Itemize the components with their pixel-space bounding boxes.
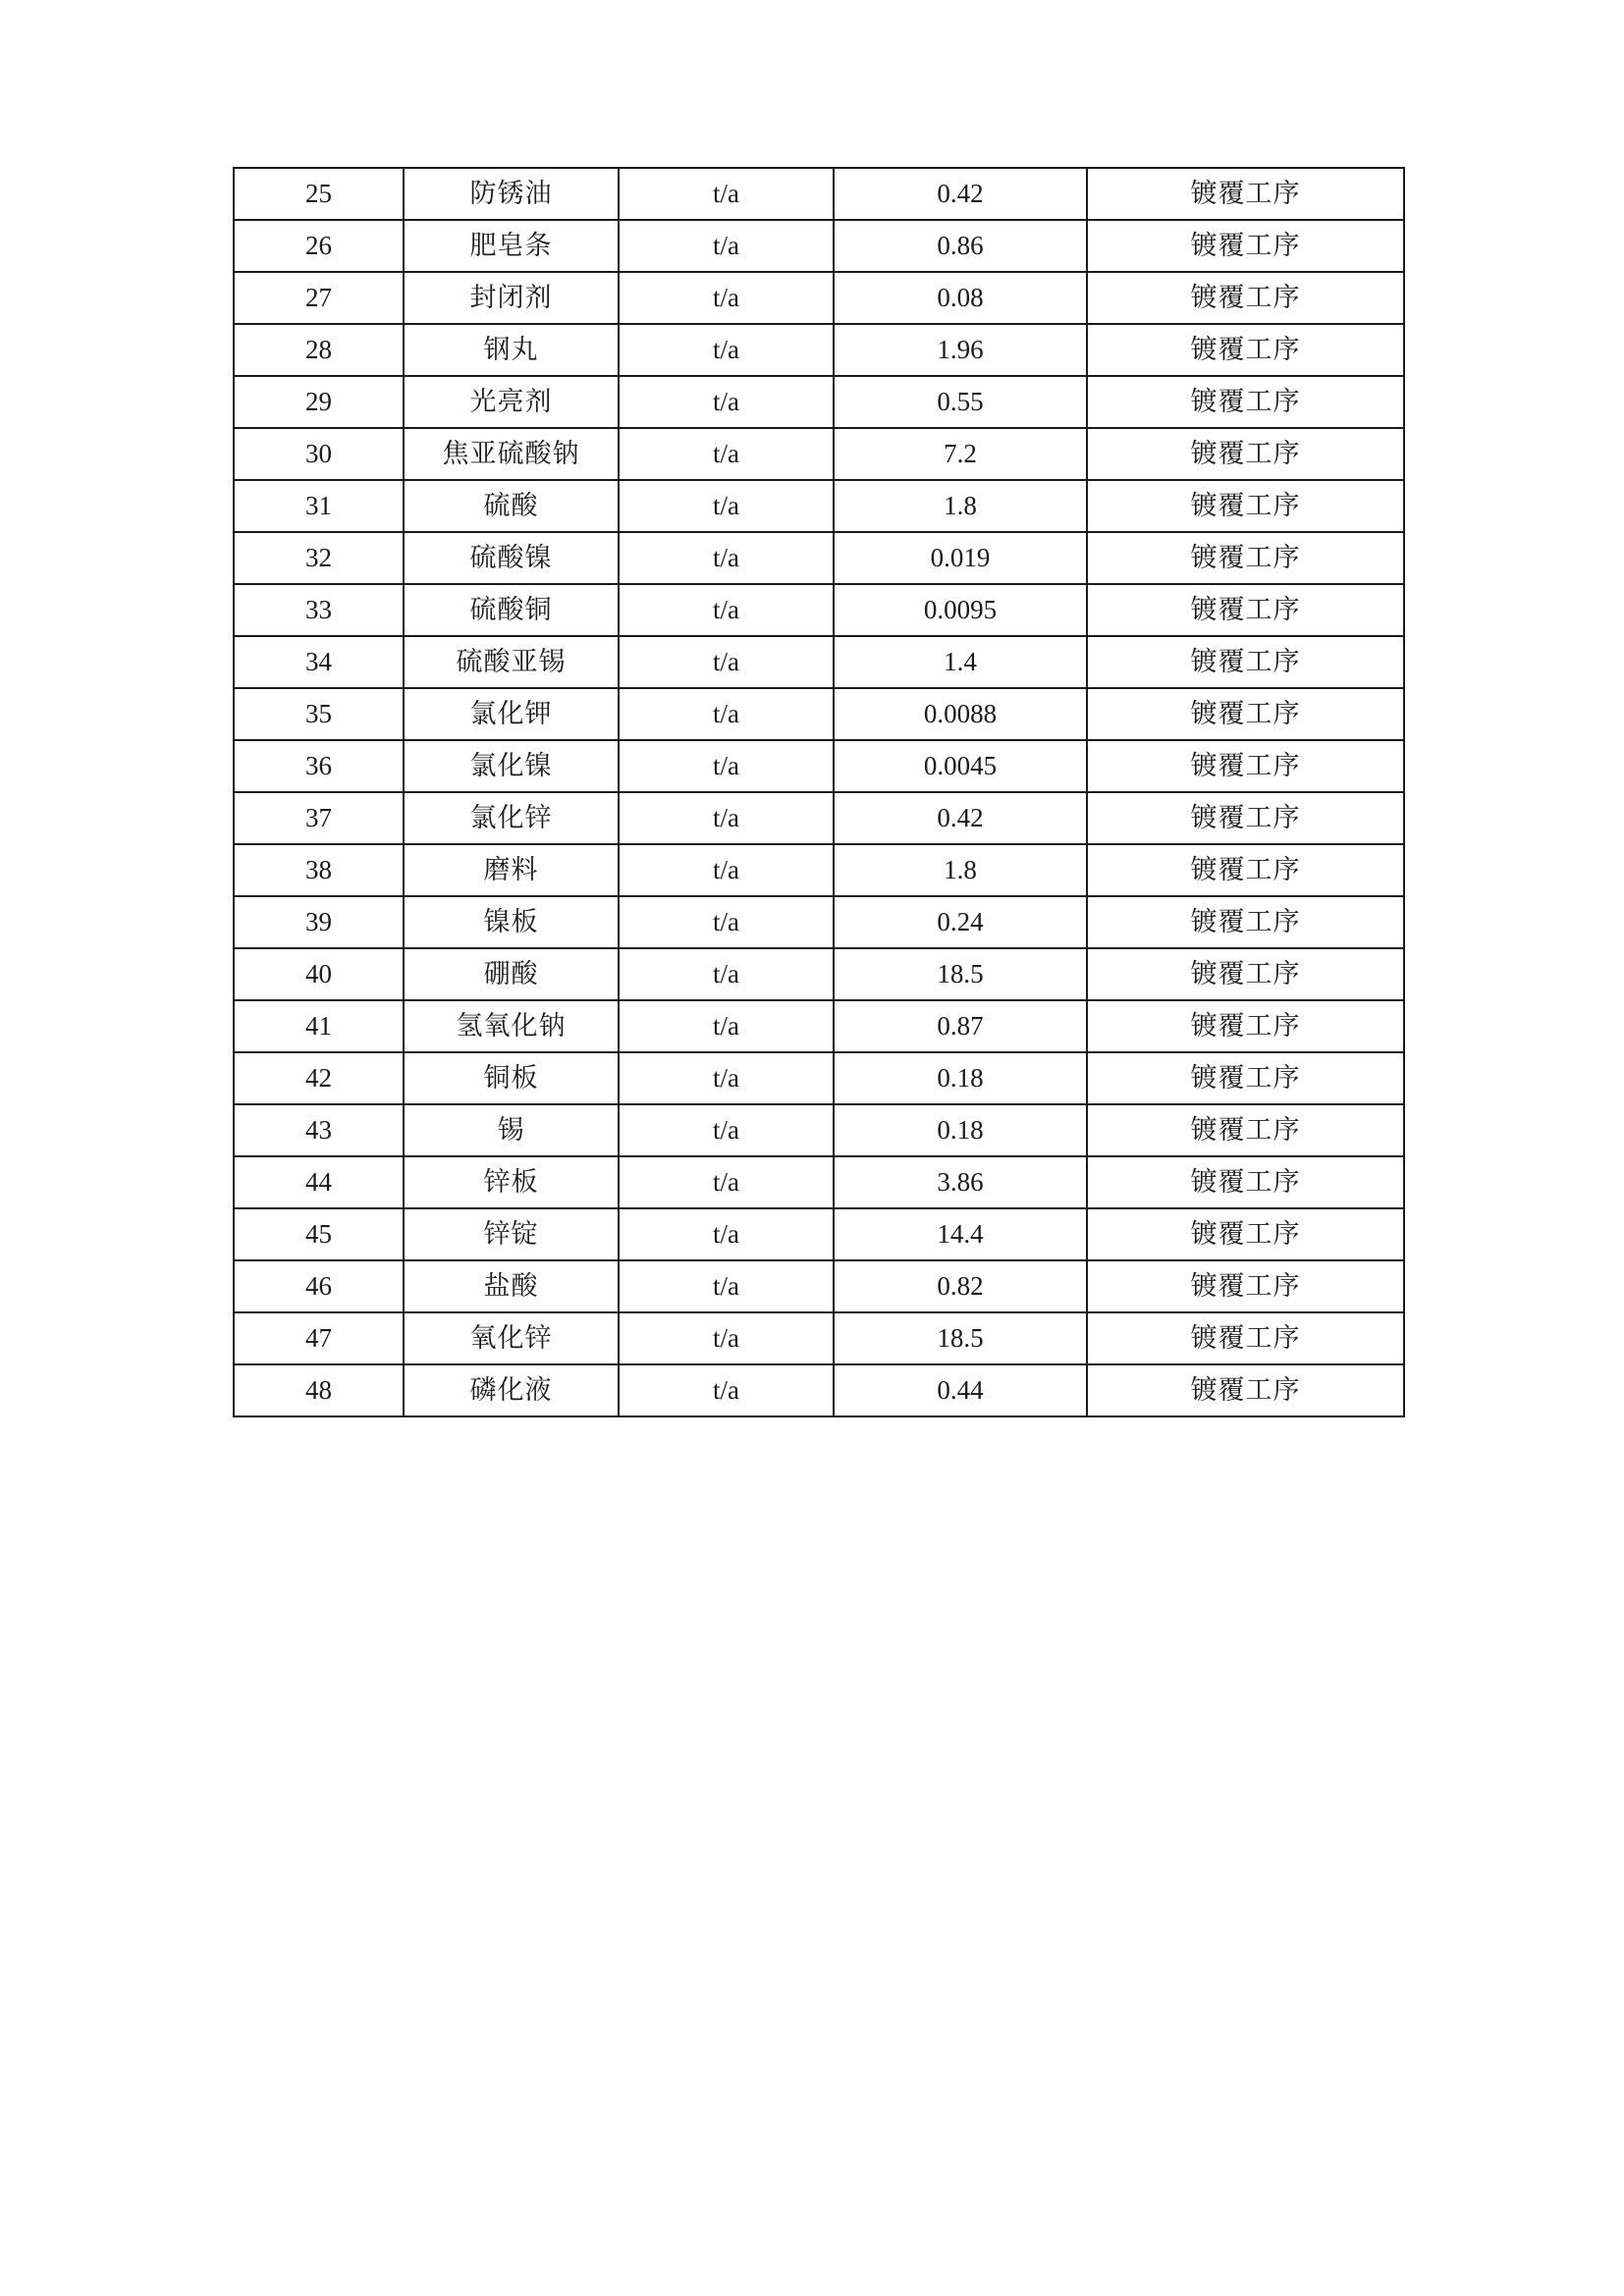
- amount-cell: 0.0088: [834, 688, 1087, 740]
- material-name-cell: 锌板: [404, 1156, 619, 1208]
- material-name-cell: 磨料: [404, 844, 619, 896]
- process-cell: 镀覆工序: [1087, 1000, 1404, 1052]
- row-number-cell: 31: [234, 480, 404, 532]
- row-number-cell: 27: [234, 272, 404, 324]
- amount-cell: 14.4: [834, 1208, 1087, 1260]
- unit-cell: t/a: [619, 1364, 834, 1416]
- material-name-cell: 盐酸: [404, 1260, 619, 1312]
- row-number-cell: 33: [234, 584, 404, 636]
- table-row: [234, 168, 1404, 220]
- amount-cell: 0.82: [834, 1260, 1087, 1312]
- unit-cell: t/a: [619, 1104, 834, 1156]
- unit-cell: t/a: [619, 1208, 834, 1260]
- material-name-cell: 铜板: [404, 1052, 619, 1104]
- row-number-cell: 42: [234, 1052, 404, 1104]
- table-row: [234, 1052, 1404, 1104]
- process-cell: 镀覆工序: [1087, 1104, 1404, 1156]
- unit-cell: t/a: [619, 324, 834, 376]
- amount-cell: 0.08: [834, 272, 1087, 324]
- unit-cell: t/a: [619, 1312, 834, 1364]
- material-name-cell: 磷化液: [404, 1364, 619, 1416]
- material-name-cell: 光亮剂: [404, 376, 619, 428]
- amount-cell: 18.5: [834, 1312, 1087, 1364]
- amount-cell: 0.24: [834, 896, 1087, 948]
- row-number-cell: 39: [234, 896, 404, 948]
- amount-cell: 7.2: [834, 428, 1087, 480]
- amount-cell: 0.44: [834, 1364, 1087, 1416]
- process-cell: 镀覆工序: [1087, 376, 1404, 428]
- material-name-cell: 氯化镍: [404, 740, 619, 792]
- material-name-cell: 肥皂条: [404, 220, 619, 272]
- table-row: [234, 1104, 1404, 1156]
- table-row: [234, 740, 1404, 792]
- table-row: [234, 532, 1404, 584]
- unit-cell: t/a: [619, 948, 834, 1000]
- unit-cell: t/a: [619, 688, 834, 740]
- amount-cell: 0.18: [834, 1052, 1087, 1104]
- row-number-cell: 35: [234, 688, 404, 740]
- table-row: [234, 948, 1404, 1000]
- unit-cell: t/a: [619, 844, 834, 896]
- material-name-cell: 焦亚硫酸钠: [404, 428, 619, 480]
- unit-cell: t/a: [619, 1156, 834, 1208]
- row-number-cell: 32: [234, 532, 404, 584]
- table-row: [234, 896, 1404, 948]
- amount-cell: 1.4: [834, 636, 1087, 688]
- table-row: [234, 324, 1404, 376]
- process-cell: 镀覆工序: [1087, 1156, 1404, 1208]
- process-cell: 镀覆工序: [1087, 532, 1404, 584]
- material-name-cell: 防锈油: [404, 168, 619, 220]
- row-number-cell: 43: [234, 1104, 404, 1156]
- unit-cell: t/a: [619, 480, 834, 532]
- amount-cell: 0.87: [834, 1000, 1087, 1052]
- amount-cell: 18.5: [834, 948, 1087, 1000]
- process-cell: 镀覆工序: [1087, 688, 1404, 740]
- raw-materials-table: [233, 167, 1405, 1417]
- material-name-cell: 硫酸铜: [404, 584, 619, 636]
- process-cell: 镀覆工序: [1087, 168, 1404, 220]
- unit-cell: t/a: [619, 532, 834, 584]
- row-number-cell: 37: [234, 792, 404, 844]
- amount-cell: 0.42: [834, 792, 1087, 844]
- row-number-cell: 30: [234, 428, 404, 480]
- amount-cell: 0.0045: [834, 740, 1087, 792]
- process-cell: 镀覆工序: [1087, 220, 1404, 272]
- process-cell: 镀覆工序: [1087, 896, 1404, 948]
- row-number-cell: 38: [234, 844, 404, 896]
- table-row: [234, 1312, 1404, 1364]
- material-name-cell: 钢丸: [404, 324, 619, 376]
- table-row: [234, 1000, 1404, 1052]
- amount-cell: 0.86: [834, 220, 1087, 272]
- process-cell: 镀覆工序: [1087, 1364, 1404, 1416]
- process-cell: 镀覆工序: [1087, 584, 1404, 636]
- material-name-cell: 硫酸镍: [404, 532, 619, 584]
- row-number-cell: 41: [234, 1000, 404, 1052]
- unit-cell: t/a: [619, 636, 834, 688]
- unit-cell: t/a: [619, 896, 834, 948]
- process-cell: 镀覆工序: [1087, 1312, 1404, 1364]
- material-name-cell: 锡: [404, 1104, 619, 1156]
- row-number-cell: 45: [234, 1208, 404, 1260]
- row-number-cell: 25: [234, 168, 404, 220]
- amount-cell: 0.019: [834, 532, 1087, 584]
- unit-cell: t/a: [619, 428, 834, 480]
- table-row: [234, 1156, 1404, 1208]
- process-cell: 镀覆工序: [1087, 1260, 1404, 1312]
- table-row: [234, 376, 1404, 428]
- process-cell: 镀覆工序: [1087, 740, 1404, 792]
- material-name-cell: 硫酸亚锡: [404, 636, 619, 688]
- unit-cell: t/a: [619, 376, 834, 428]
- unit-cell: t/a: [619, 740, 834, 792]
- process-cell: 镀覆工序: [1087, 636, 1404, 688]
- unit-cell: t/a: [619, 220, 834, 272]
- unit-cell: t/a: [619, 1000, 834, 1052]
- amount-cell: 0.55: [834, 376, 1087, 428]
- amount-cell: 1.96: [834, 324, 1087, 376]
- row-number-cell: 36: [234, 740, 404, 792]
- table-row: [234, 220, 1404, 272]
- material-name-cell: 氢氧化钠: [404, 1000, 619, 1052]
- row-number-cell: 29: [234, 376, 404, 428]
- table-row: [234, 428, 1404, 480]
- material-name-cell: 氯化锌: [404, 792, 619, 844]
- table-row: [234, 480, 1404, 532]
- row-number-cell: 40: [234, 948, 404, 1000]
- amount-cell: 3.86: [834, 1156, 1087, 1208]
- table-row: [234, 636, 1404, 688]
- process-cell: 镀覆工序: [1087, 428, 1404, 480]
- material-name-cell: 硫酸: [404, 480, 619, 532]
- process-cell: 镀覆工序: [1087, 792, 1404, 844]
- material-name-cell: 氯化钾: [404, 688, 619, 740]
- material-name-cell: 镍板: [404, 896, 619, 948]
- unit-cell: t/a: [619, 792, 834, 844]
- material-name-cell: 锌锭: [404, 1208, 619, 1260]
- table-row: [234, 272, 1404, 324]
- material-name-cell: 硼酸: [404, 948, 619, 1000]
- row-number-cell: 46: [234, 1260, 404, 1312]
- process-cell: 镀覆工序: [1087, 1052, 1404, 1104]
- unit-cell: t/a: [619, 168, 834, 220]
- table-body: [234, 168, 1404, 1416]
- table-row: [234, 844, 1404, 896]
- process-cell: 镀覆工序: [1087, 272, 1404, 324]
- table-row: [234, 1208, 1404, 1260]
- process-cell: 镀覆工序: [1087, 948, 1404, 1000]
- unit-cell: t/a: [619, 1260, 834, 1312]
- amount-cell: 1.8: [834, 480, 1087, 532]
- process-cell: 镀覆工序: [1087, 1208, 1404, 1260]
- material-name-cell: 封闭剂: [404, 272, 619, 324]
- table-row: [234, 688, 1404, 740]
- row-number-cell: 34: [234, 636, 404, 688]
- table-row: [234, 1364, 1404, 1416]
- process-cell: 镀覆工序: [1087, 324, 1404, 376]
- unit-cell: t/a: [619, 1052, 834, 1104]
- unit-cell: t/a: [619, 272, 834, 324]
- row-number-cell: 26: [234, 220, 404, 272]
- row-number-cell: 44: [234, 1156, 404, 1208]
- amount-cell: 0.18: [834, 1104, 1087, 1156]
- amount-cell: 0.42: [834, 168, 1087, 220]
- table-row: [234, 1260, 1404, 1312]
- amount-cell: 1.8: [834, 844, 1087, 896]
- unit-cell: t/a: [619, 584, 834, 636]
- material-name-cell: 氧化锌: [404, 1312, 619, 1364]
- process-cell: 镀覆工序: [1087, 480, 1404, 532]
- table-row: [234, 792, 1404, 844]
- row-number-cell: 48: [234, 1364, 404, 1416]
- process-cell: 镀覆工序: [1087, 844, 1404, 896]
- row-number-cell: 47: [234, 1312, 404, 1364]
- table-row: [234, 584, 1404, 636]
- row-number-cell: 28: [234, 324, 404, 376]
- amount-cell: 0.0095: [834, 584, 1087, 636]
